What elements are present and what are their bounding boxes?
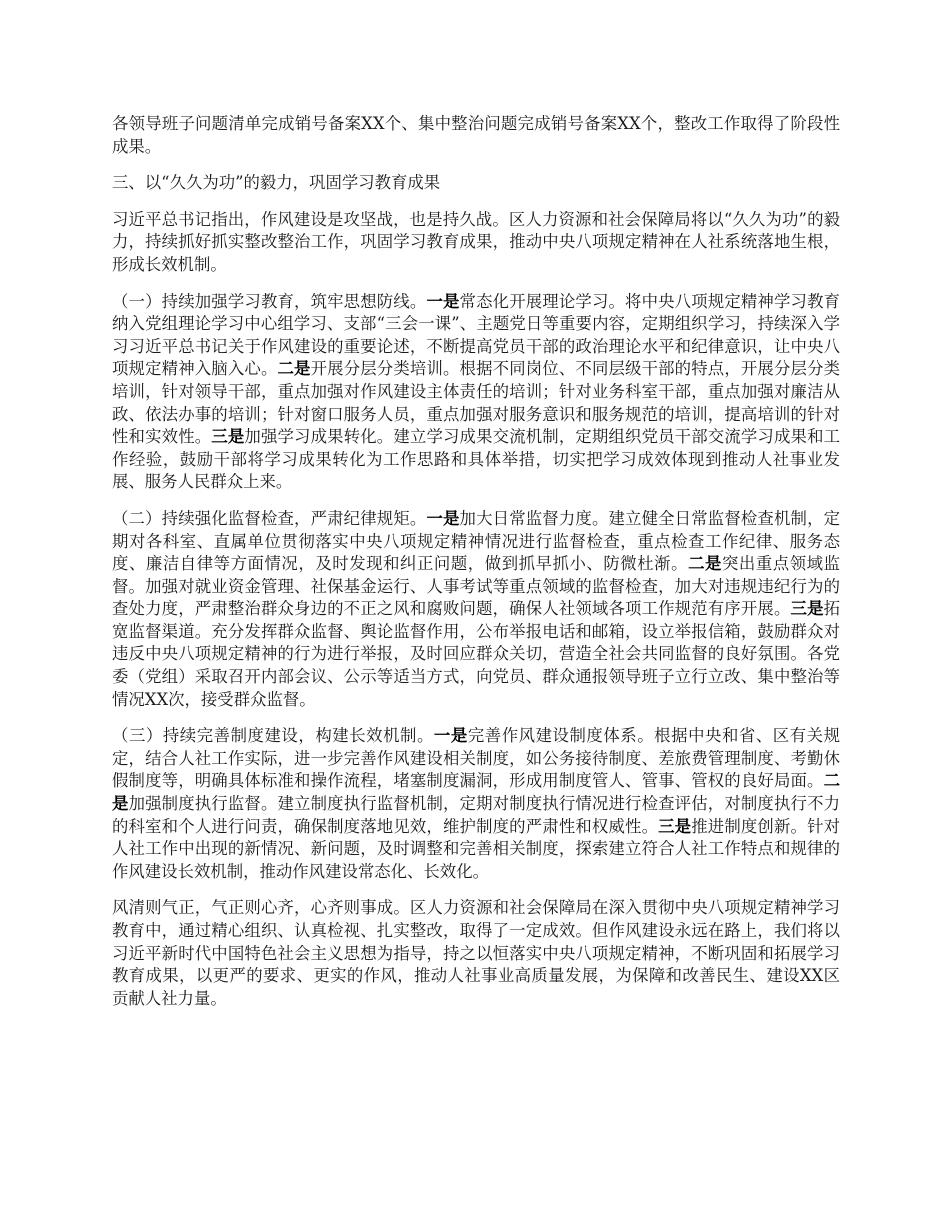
paragraph-institution-building [112,725,840,883]
bold-marker-third: 三是 [790,599,824,619]
paragraph-text: 完善作风建设制度体系。根据中央和省、区有关规定，结合人社工作实际，进一步完善作风建设相关制度，如公务接待制度、差旅费管理制度、考勤休假制度等，明确具体标准和操作流程，堵塞制度漏洞，形成用制度管人、管事、管权的良好局面。 [112,726,841,791]
bold-marker-first: 一是 [433,726,468,746]
paragraph-text: 突出重点领域监督。加强对就业资金管理、社保基金运行、人事考试等重点领域的监督检查，加大对违规违纪行为的查处力度，严肃整治群众身边的不正之风和腐败问题，确保人社领域各项工作规范有序开展。 [112,554,841,619]
paragraph-learning-education [112,291,840,494]
bold-marker-second: 二是 [112,771,840,814]
paragraph-text: 各领导班子问题清单完成销号备案XX个、集中整治问题完成销号备案XX个，整改工作取得了阶段性成果。 [112,114,840,156]
paragraph-text: 开展分层分类培训。根据不同岗位、不同层级干部的特点，开展分层分类培训，针对领导干部，重点加强对作风建设主体责任的培训；针对业务科室干部，重点加强对廉洁从政、依法办事的培训；针对窗口服务人员，重点加强对服务意识和服务规范的培训，提高培训的针对性和实效性。 [112,359,841,447]
heading-text: 三、以“久久为功”的毅力，巩固学习教育成果 [112,173,441,193]
section-heading-three [112,172,840,195]
bold-marker-third: 三是 [211,427,245,447]
paragraph-text: 风清则气正，气正则心齐，心齐则事成。区人力资源和社会保障局在深入贯彻中央八项规定精神学习教育中，通过精心组织、认真检视、扎实整改，取得了一定成效。但作风建设永远在路上，我们将以习近平新时代中国特色社会主义思想为指导，持之以恒落实中央八项规定精神，不断巩固和拓展学习教育成果，以更严的要求、更实的作风，推动人社事业高质量发展，为保障和改善民生、建设XX区贡献人社力量。 [112,898,840,1008]
document-page [112,113,840,1024]
subheading-text: （二）持续强化监督检查，严肃纪律规矩。 [112,508,427,528]
paragraph-text: 加强制度执行监督。建立制度执行监督机制，定期对制度执行情况进行检查评估，对制度执行不力的科室和个人进行问责，确保制度落地见效，维护制度的严肃性和权威性。 [112,794,841,836]
bold-marker-third: 三是 [658,816,692,836]
bold-marker-first: 一是 [426,508,460,528]
subheading-text: （一）持续加强学习教育，筑牢思想防线。 [112,291,427,311]
paragraph-section-intro [112,209,840,277]
paragraph-intro-result [112,113,840,158]
paragraph-text: 加大日常监督力度。建立健全日常监督检查机制，定期对各科室、直属单位贯彻落实中央八项规定精神情况进行监督检查，重点检查工作纪律、服务态度、廉洁自律等方面情况，及时发现和纠正问题，做到抓早抓小、防微杜渐。 [112,508,841,574]
bold-marker-first: 一是 [426,291,460,311]
bold-marker-second: 二是 [277,359,311,379]
bold-marker-second: 二是 [688,554,722,574]
subheading-text: （三）持续完善制度建设，构建长效机制。 [112,726,434,746]
paragraph-text: 常态化开展理论学习。将中央八项规定精神学习教育纳入党组理论学习中心组学习、支部“三会一课”、主题党日等重要内容，定期组织学习，持续深入学习习近平总书记关于作风建设的重要论述，不断提高党员干部的政治理论水平和纪律意识，让中央八项规定精神入脑入心。 [112,291,841,379]
paragraph-text: 拓宽监督渠道。充分发挥群众监督、舆论监督作用，公布举报电话和邮箱，设立举报信箱，鼓励群众对违反中央八项规定精神的行为进行举报，及时回应群众关切，营造全社会共同监督的良好氛围。各党委（党组）采取召开内部会议、公示等适当方式，向党员、群众通报领导班子立行立改、集中整治等情况XX次，接受群众监督。 [112,599,841,709]
paragraph-text: 推进制度创新。针对人社工作中出现的新情况、新问题，及时调整和完善相关制度，探索建立符合人社工作特点和规律的作风建设长效机制，推动作风建设常态化、长效化。 [112,816,841,881]
paragraph-text: 加强学习成果转化。建立学习成果交流机制，定期组织党员干部交流学习成果和工作经验，鼓励干部将学习成果转化为工作思路和具体举措，切实把学习成效体现到推动人社事业发展、服务人民群众上来。 [112,427,841,492]
paragraph-text: 习近平总书记指出，作风建设是攻坚战，也是持久战。区人力资源和社会保障局将以“久久为功”的毅力，持续抓好抓实整改整治工作，巩固学习教育成果，推动中央八项规定精神在人社系统落地生根，形成长效机制。 [112,209,840,274]
paragraph-supervision [112,508,840,711]
paragraph-conclusion [112,897,840,1010]
